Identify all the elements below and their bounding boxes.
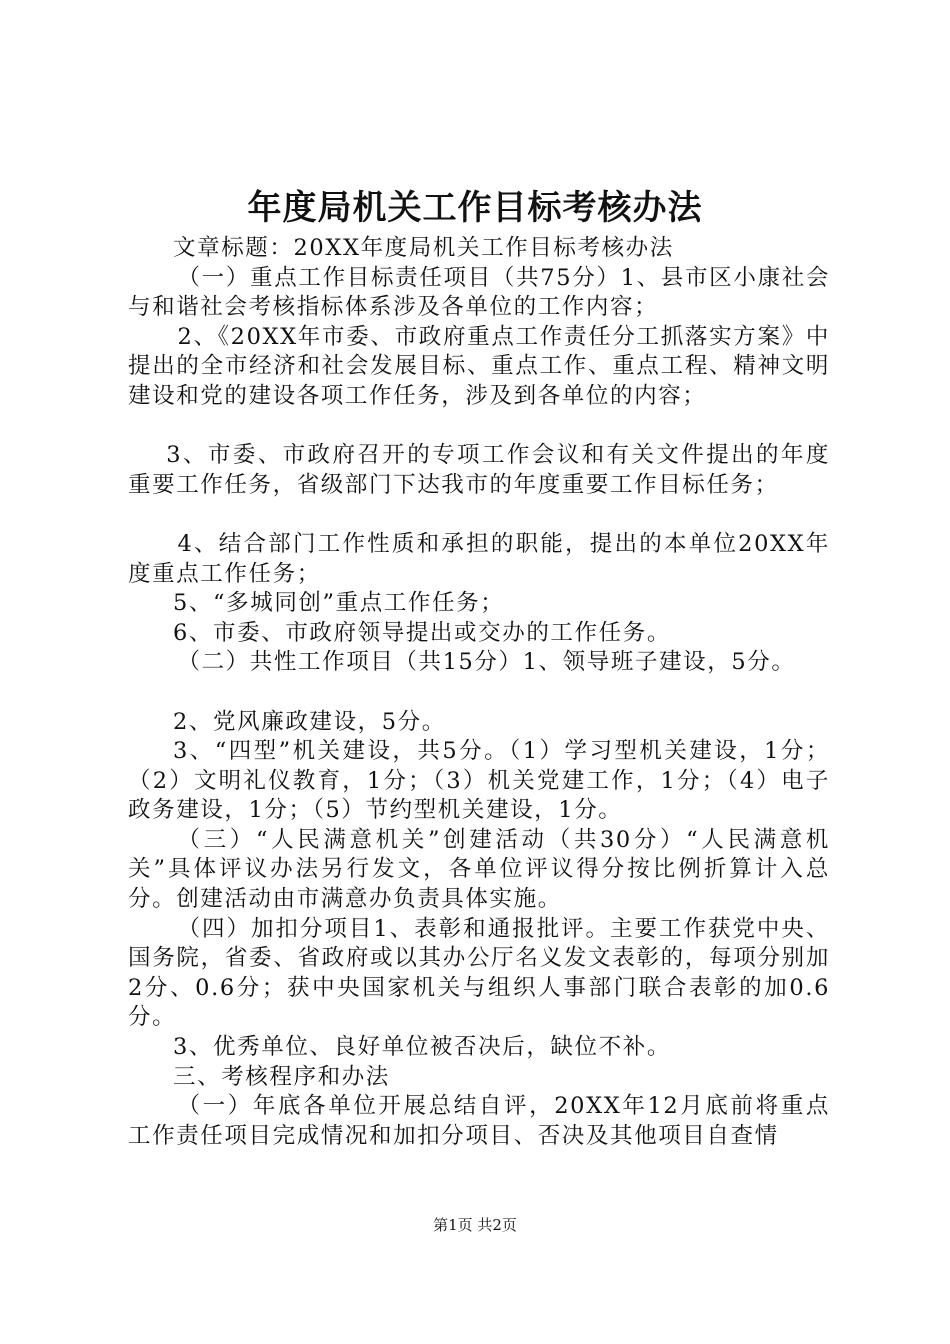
- paragraph: 5、“多城同创”重点工作任务；: [173, 590, 505, 617]
- paragraph-article-title: 文章标题：20XX年度局机关工作目标考核办法: [173, 235, 674, 261]
- paragraph: 2、党风廉政建设，5分。: [173, 708, 446, 735]
- paragraph: 3、优秀单位、良好单位被否决后，缺位不补。: [173, 1034, 671, 1061]
- paragraph: 4、结合部门工作性质和承担的职能，提出的本单位20XX年度重点工作任务；: [128, 530, 830, 587]
- paragraph: 3、“四型”机关建设，共5分。（1）学习型机关建设，1分；（2）文明礼仪教育，1分；（3）机关党建工作，1分；（4）电子政务建设，1分；（5）节约型机关建设，1分。: [128, 738, 830, 824]
- paragraph: （四）加扣分项目1、表彰和通报批评。主要工作获党中央、国务院，省委、省政府或以其办公厅名义发文表彰的，每项分别加2分、0.6分；获中央国家机关与组织人事部门联合表彰的加0.6分。: [128, 915, 830, 1031]
- document-body: [128, 234, 830, 1151]
- section-heading: 三、考核程序和办法: [173, 1063, 390, 1090]
- paragraph: （一）重点工作目标责任项目（共75分）1、县市区小康社会与和谐社会考核指标体系涉及各单位的工作内容；: [128, 264, 830, 321]
- document-title: 年度局机关工作目标考核办法: [247, 188, 703, 228]
- paragraph: 2、《20XX年市委、市政府重点工作责任分工抓落实方案》中提出的全市经济和社会发展目标、重点工作、重点工程、精神文明建设和党的建设各项工作任务，涉及到各单位的内容；: [128, 323, 830, 409]
- paragraph: 6、市委、市政府领导提出或交办的工作任务。: [173, 619, 671, 646]
- page-number-footer: 第1页 共2页: [433, 1216, 517, 1234]
- paragraph: （三）“人民满意机关”创建活动（共30分）“人民满意机关”具体评议办法另行发文，各单位评议得分按比例折算计入总分。创建活动由市满意办负责具体实施。: [128, 826, 830, 913]
- paragraph: （一）年底各单位开展总结自评，20XX年12月底前将重点工作责任项目完成情况和加扣分项目、否决及其他项目自查情: [128, 1093, 830, 1149]
- paragraph: （二）共性工作项目（共15分）1、领导班子建设，5分。: [177, 649, 796, 676]
- paragraph: 3、市委、市政府召开的专项工作会议和有关文件提出的年度重要工作任务，省级部门下达我市的年度重要工作目标任务；: [128, 442, 830, 498]
